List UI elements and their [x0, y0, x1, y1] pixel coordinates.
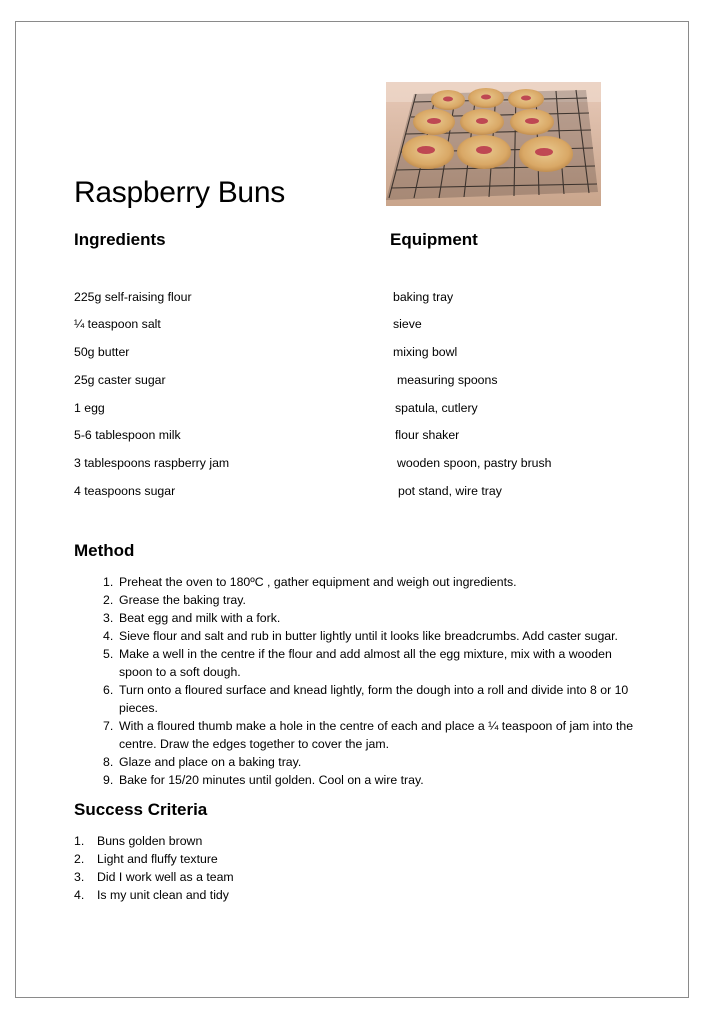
criteria-number: 1. [74, 834, 85, 848]
step-number: 7. [103, 719, 114, 733]
method-step [74, 753, 644, 771]
step-text: Bake for 15/20 minutes until golden. Cool on a wire tray. [119, 773, 424, 787]
success-item [74, 886, 474, 904]
ingredient-item: 25g caster sugar [74, 373, 166, 387]
criteria-text: Buns golden brown [97, 834, 203, 848]
criteria-text: Is my unit clean and tidy [97, 888, 229, 902]
method-step [74, 591, 644, 609]
ingredient-item: ¼ teaspoon salt [74, 317, 161, 331]
ingredient-item: 5-6 tablespoon milk [74, 428, 181, 442]
step-text: Preheat the oven to 180ºC , gather equipment and weigh out ingredients. [119, 575, 517, 589]
method-step [74, 573, 644, 591]
step-text: Grease the baking tray. [119, 593, 246, 607]
method-step [74, 771, 644, 789]
equipment-item: wooden spoon, pastry brush [397, 456, 552, 470]
success-item [74, 868, 474, 886]
step-number: 4. [103, 629, 114, 643]
ingredient-item: 225g self-raising flour [74, 290, 192, 304]
step-text: Glaze and place on a baking tray. [119, 755, 302, 769]
page-title: Raspberry Buns [74, 176, 285, 209]
criteria-number: 3. [74, 870, 85, 884]
step-text: With a floured thumb make a hole in the centre of each and place a ¼ teaspoon of jam into the centre. Draw the edges together to cover the jam. [119, 719, 634, 751]
equipment-heading: Equipment [390, 230, 478, 249]
equipment-item: sieve [393, 317, 422, 331]
step-text: Make a well in the centre if the flour and add almost all the egg mixture, mix with a wooden spoon to a soft dough. [119, 647, 612, 679]
step-number: 3. [103, 611, 114, 625]
method-step [74, 645, 644, 681]
equipment-item: pot stand, wire tray [398, 484, 502, 498]
equipment-item: mixing bowl [393, 345, 458, 359]
method-step [74, 609, 644, 627]
equipment-item: spatula, cutlery [395, 401, 478, 415]
equipment-item: baking tray [393, 290, 454, 304]
success-item [74, 850, 474, 868]
criteria-text: Did I work well as a team [97, 870, 234, 884]
criteria-number: 2. [74, 852, 85, 866]
step-number: 1. [103, 575, 114, 589]
ingredient-item: 1 egg [74, 401, 105, 415]
ingredient-item: 4 teaspoons sugar [74, 484, 176, 498]
step-text: Sieve flour and salt and rub in butter lightly until it looks like breadcrumbs. Add caster sugar. [119, 629, 618, 643]
criteria-number: 4. [74, 888, 85, 902]
success-criteria-list [74, 832, 474, 904]
ingredient-item: 3 tablespoons raspberry jam [74, 456, 230, 470]
criteria-text: Light and fluffy texture [97, 852, 218, 866]
ingredients-heading: Ingredients [74, 230, 166, 249]
step-number: 6. [103, 683, 114, 697]
method-list [74, 573, 644, 789]
step-number: 8. [103, 755, 114, 769]
success-criteria-heading: Success Criteria [74, 800, 208, 819]
raspberry-buns-photo [386, 82, 601, 206]
step-number: 5. [103, 647, 114, 661]
method-step [74, 627, 644, 645]
method-step [74, 717, 644, 753]
success-item [74, 832, 474, 850]
equipment-item: flour shaker [395, 428, 460, 442]
step-number: 9. [103, 773, 114, 787]
step-text: Turn onto a floured surface and knead lightly, form the dough into a roll and divide into 8 or 10 pieces. [119, 683, 629, 715]
equipment-item: measuring spoons [397, 373, 498, 387]
method-step [74, 681, 644, 717]
ingredient-item: 50g butter [74, 345, 130, 359]
step-text: Beat egg and milk with a fork. [119, 611, 281, 625]
step-number: 2. [103, 593, 114, 607]
method-heading: Method [74, 541, 135, 560]
